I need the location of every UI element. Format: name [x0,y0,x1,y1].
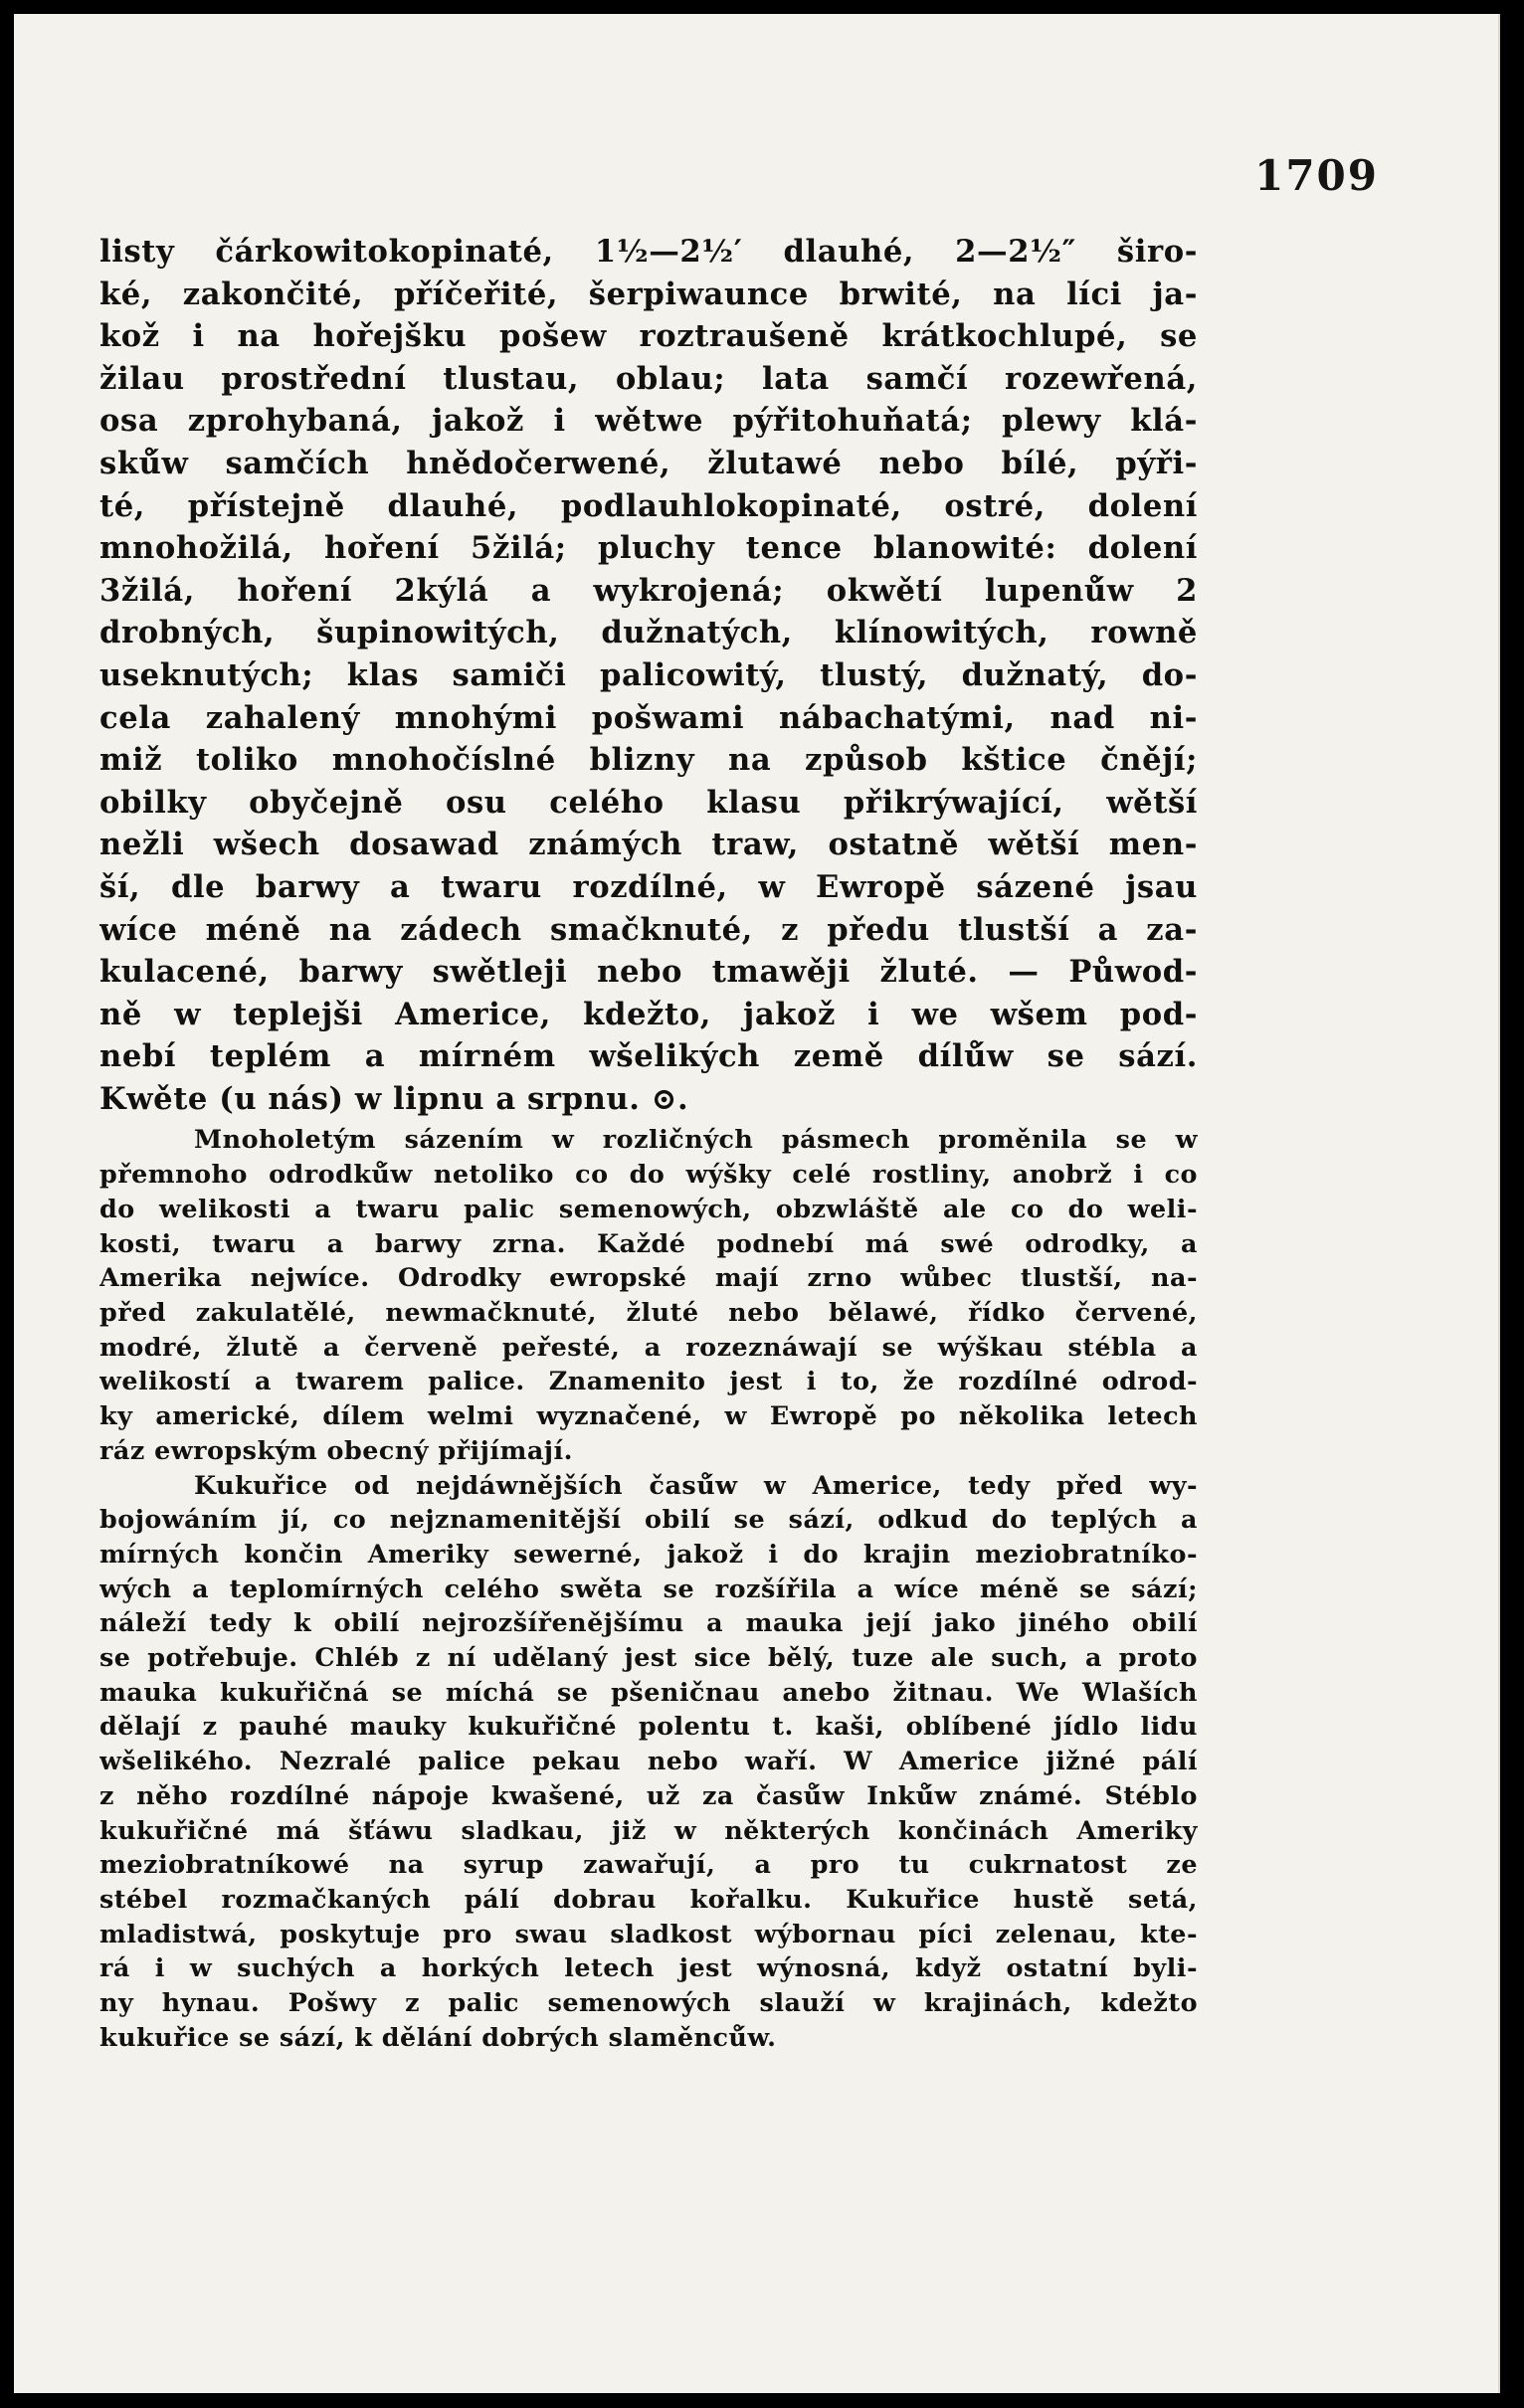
text-line: miž toliko mnohočíslné blizny na způsob kštice čnějí; [99,742,1198,779]
small-text-line: mauka kukuřičná se míchá se pšeničnau anebo žitnau. We Wlaších [99,1676,1198,1707]
small-text-line: dělají z pauhé mauky kukuřičné polentu t. kaši, oblíbené jídlo lidu [99,1711,1198,1742]
page-number: 1709 [1254,151,1379,200]
book-page [14,14,1500,2393]
text-line: nebí teplém a mírném wšelikých země dílů́w se sází. [99,1038,1198,1075]
small-text-line: wšelikého. Nezralé palice pekau nebo waří. W Americe jižné pálí [99,1746,1198,1776]
small-print-section [99,1122,1198,2054]
text-line: kulacené, barwy swětleji nebo tmawěji žluté. — Půwod- [99,954,1198,991]
small-text-line: ny hynau. Pošwy z palic semenowých slauží w krajinách, kdežto [99,1987,1198,2018]
small-text-line: se potřebuje. Chléb z ní udělaný jest sice bělý, tuze ale such, a proto [99,1642,1198,1673]
small-text-line: Kukuřice od nejdáwnějších časů́w w Americe, tedy před wy- [194,1469,1198,1500]
small-text-line: ky americké, dílem welmi wyznačené, w Ewropě po několika letech [99,1400,1198,1431]
text-line: sků́w samčích hnědočerwené, žlutawé nebo bílé, pýři- [99,445,1198,481]
text-line: 3žilá, hoření 2kýlá a wykrojená; okwětí lupenů́w 2 [99,572,1198,609]
text-line: cela zahalený mnohými pošwami nábachatými, nad ni- [99,699,1198,736]
small-text-line: před zakulatělé, newmačknuté, žluté nebo bělawé, řídko červené, [99,1296,1198,1327]
small-text-line: kukuřice se sází, k dělání dobrých slaměnců́w. [99,2021,777,2052]
text-body [99,231,1198,2054]
small-text-line: bojowáním jí, co nejznamenitější obilí se sází, odkud do teplých a [99,1504,1198,1535]
small-text-line: rá i w suchých a horkých letech jest wýnosná, když ostatní byli- [99,1952,1198,1983]
text-line: drobných, šupinowitých, dužnatých, klínowitých, rowně [99,615,1198,651]
text-line: ší, dle barwy a twaru rozdílné, w Ewropě sázené jsau [99,868,1198,905]
small-text-line: Amerika nejwíce. Odrodky ewropské mají zrno wůbec tlustší, na- [99,1262,1198,1293]
text-line: žilau prostřední tlustau, oblau; lata samčí rozewřená, [99,360,1198,397]
text-line: listy čárkowitokopinaté, 1½—2½′ dlauhé, 2—2½″ širo- [99,234,1198,270]
text-line: wíce méně na zádech smačknuté, z předu tlustší a za- [99,911,1198,948]
text-line: mnohožilá, hoření 5žilá; pluchy tence blanowité: dolení [99,530,1198,567]
small-text-line: mírných končin Ameriky sewerné, jakož i do krajin meziobratníko- [99,1538,1198,1569]
small-text-line: welikostí a twarem palice. Znamenito jest i to, že rozdílné odrod- [99,1366,1198,1396]
text-line: obilky obyčejně osu celého klasu přikrýwající, wětší [99,784,1198,821]
text-line: Kwěte (u nás) w lipnu a srpnu. ⊙. [99,1080,689,1117]
small-text-line: do welikosti a twaru palic semenowých, obzwláště ale co do weli- [99,1193,1198,1223]
small-text-line: modré, žlutě a červeně peřesté, a rozeznáwají se wýškau stébla a [99,1331,1198,1362]
text-line: ně w teplejši Americe, kdežto, jakož i we wšem pod- [99,996,1198,1032]
text-line: useknutých; klas samiči palicowitý, tlustý, dužnatý, do- [99,656,1198,693]
text-line: té, přístejně dlauhé, podlauhlokopinaté, ostré, dolení [99,487,1198,524]
small-text-line: náleží tedy k obilí nejrozšířenějšímu a mauka její jako jiného obilí [99,1607,1198,1638]
main-paragraph [99,231,1198,1120]
small-text-line: ráz ewropským obecný přijímají. [99,1434,573,1465]
small-text-line: kukuřičné má šťáwu sladkau, již w některých končinách Ameriky [99,1814,1198,1845]
small-text-line: wých a teplomírných celého swěta se rozšířila a wíce méně se sází; [99,1573,1198,1603]
text-line: nežli wšech dosawad známých traw, ostatně wětší men- [99,827,1198,863]
text-line: ké, zakončité, příčeřité, šerpiwaunce brwité, na líci ja- [99,276,1198,312]
text-line: osa zprohybaná, jakož i wětwe pýřitohuňatá; plewy klá- [99,403,1198,440]
small-text-line: kosti, twaru a barwy zrna. Každé podnebí má swé odrodky, a [99,1227,1198,1258]
text-line: kož i na hořejšku pošew roztraušeně krátkochlupé, se [99,318,1198,355]
small-text-line: z něho rozdílné nápoje kwašené, už za časů́w Inků́w známé. Stéblo [99,1779,1198,1810]
small-text-line: Mnoholetým sázením w rozličných pásmech proměnila se w [194,1124,1198,1155]
small-text-line: stébel rozmačkaných pálí dobrau kořalku. Kukuřice hustě setá, [99,1883,1198,1914]
small-text-line: mladistwá, poskytuje pro swau sladkost wýbornau píci zelenau, kte- [99,1918,1198,1948]
small-text-line: přemnoho odrodků́w netoliko co do wýšky celé rostliny, anobrž i co [99,1159,1198,1190]
small-text-line: meziobratníkowé na syrup zawařují, a pro tu cukrnatost ze [99,1849,1198,1880]
